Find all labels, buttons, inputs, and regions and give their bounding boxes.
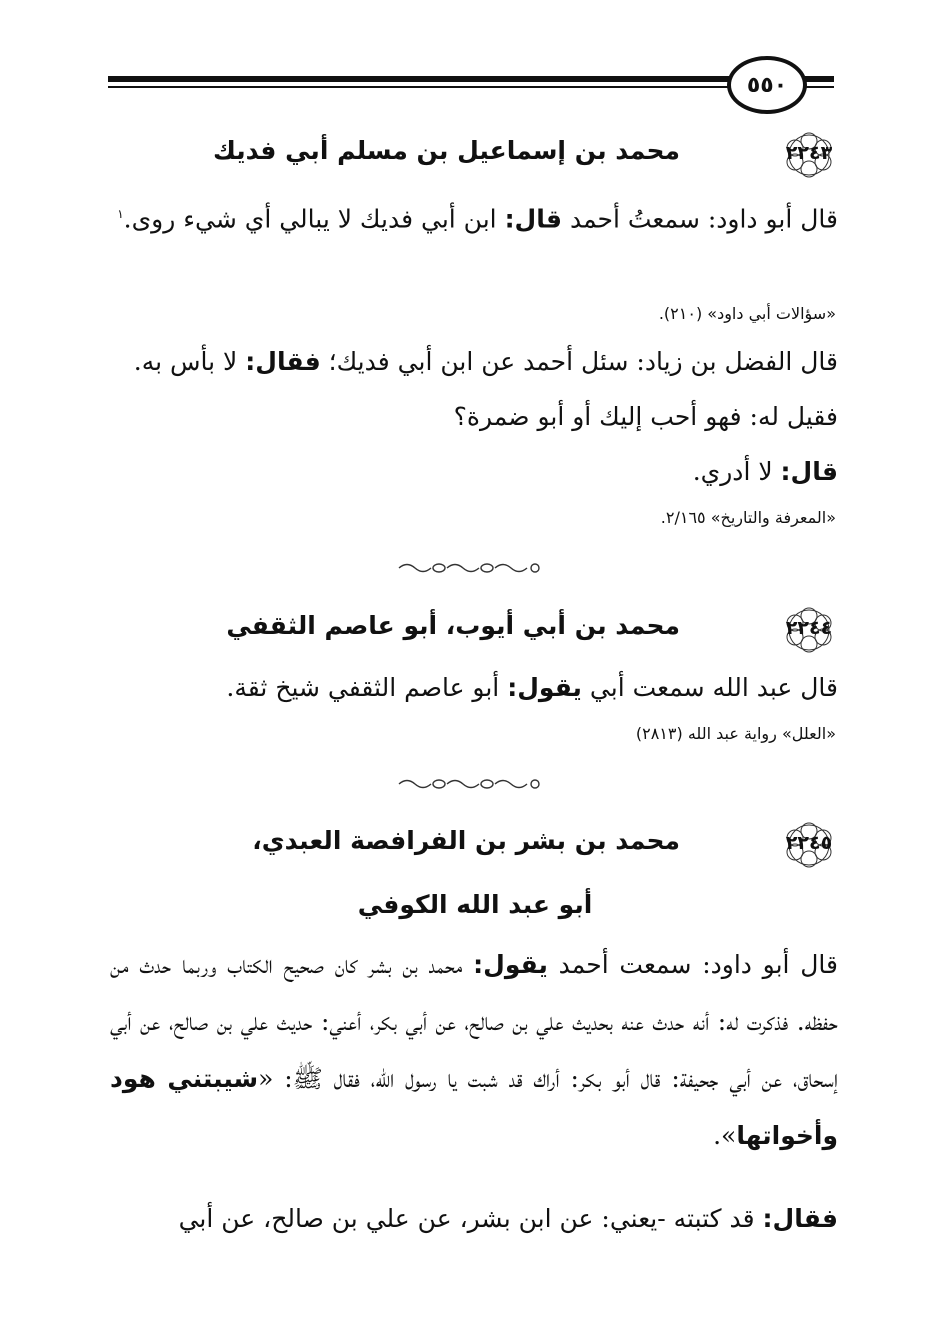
entry-2243-paragraph-1 [110,186,838,247]
bold-keyword: فقال: [245,347,321,376]
text-run: ابن أبي فديك لا يبالي أي شيء روى. [123,204,505,234]
entry-number-badge [778,822,840,868]
text-run: ». [713,1121,737,1150]
section-divider-ornament [395,776,545,792]
entry-subtitle: أبو عبد الله الكوفي [357,890,593,919]
entry-number: ٢٢٤٤ [785,617,833,639]
text-run: قال عبد الله سمعت أبي [581,673,838,702]
bold-keyword: قال: [780,457,838,486]
entry-number-badge [778,132,840,178]
text-run: قال أبو داود: سمعتُ أحمد [562,204,838,234]
entry-2243-heading [110,132,840,178]
footnote-marker: ١ [117,207,124,221]
entry-title: محمد بن أبي أيوب، أبو عاصم الثقفي [226,611,680,640]
text-run: محمد بن بشر كان صحيح الكتاب وربما حدث من حفظه. فذكرت له: أنه حدث عنه بحديث علي بن صالح، عن أبي بكر، أعني: حديث علي بن صالح، عن أبي إسحاق، عن أبي جحيفة: قال أبو بكر: أراك قد شبت يا رسول الله، فقال ﷺ: « [110,950,838,1093]
hadith-quote: شيبتني هود وأخواتها [110,1064,838,1150]
text-run: قد كتبته -يعني: عن ابن بشر، عن علي بن صالح، عن أبي [178,1204,763,1233]
source-citation: «سؤالات أبي داود» (٢١٠). [658,304,836,323]
entry-number-badge [778,607,840,653]
text-run: لا بأس به. [133,347,246,376]
entry-2245-paragraph-2 [110,1190,838,1247]
entry-2243-paragraph-2 [110,333,838,390]
source-citation: «المعرفة والتاريخ» ٢/١٦٥. [660,508,836,527]
bold-keyword: فقال: [762,1204,838,1233]
entry-2245-paragraph-1 [110,936,838,1164]
entry-2244-paragraph-1 [110,659,838,716]
bold-keyword: يقول: [507,673,582,702]
entry-number: ٢٢٤٣ [785,142,833,164]
entry-title: محمد بن إسماعيل بن مسلم أبي فديك [212,136,680,165]
entry-2244-heading [110,607,840,653]
page-number-badge [727,56,807,114]
text-run: أبو عاصم الثقفي شيخ ثقة. [226,673,508,702]
entry-2243-paragraph-3: فقيل له: فهو أحب إليك أو أبو ضمرة؟ [453,402,838,431]
source-citation: «العلل» رواية عبد الله (٢٨١٣) [635,724,836,743]
entry-title: محمد بن بشر بن الفرافصة العبدي، [252,826,680,855]
entry-2243-paragraph-4 [110,443,838,500]
text-run: لا أدري. [692,457,781,486]
bold-keyword: يقول: [473,950,548,979]
text-run: قال أبو داود: سمعت أحمد [547,950,838,979]
entry-number: ٢٢٤٥ [785,832,833,854]
page-number: ٥٥٠ [746,72,788,98]
section-divider-ornament [395,560,545,576]
bold-keyword: قال: [504,204,563,234]
header-rule [108,76,730,90]
text-run: قال الفضل بن زياد: سئل أحمد عن ابن أبي فديك؛ [320,347,838,376]
entry-2245-heading [110,822,840,868]
